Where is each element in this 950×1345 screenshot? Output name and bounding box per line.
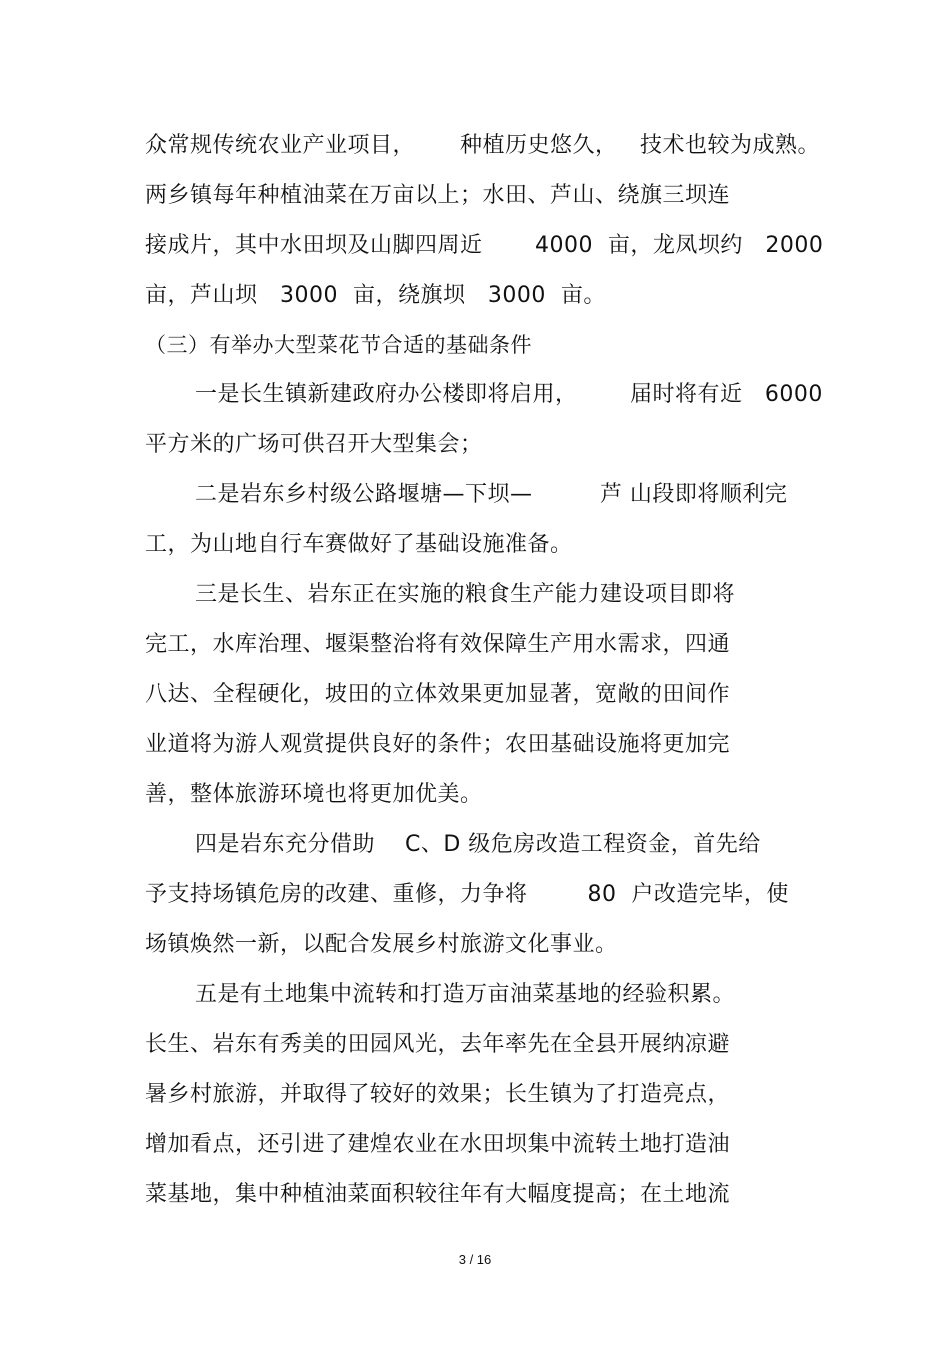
text-line: 五是有土地集中流转和打造万亩油菜基地的经验积累。 [195,982,736,1007]
text-line: 菜基地，集中种植油菜面积较往年有大幅度提高；在土地流 [145,1182,731,1207]
text-line: 场镇焕然一新，以配合发展乡村旅游文化事业。 [145,932,618,957]
text-line: 一是长生镇新建政府办公楼即将启用， 届时将有近 6000 [195,382,823,407]
text-line: 暑乡村旅游，并取得了较好的效果；长生镇为了打造亮点， [145,1082,731,1107]
text-line: 工，为山地自行车赛做好了基础设施准备。 [145,532,573,557]
text-line: 善，整体旅游环境也将更加优美。 [145,782,483,807]
section-heading: （三）有举办大型菜花节合适的基础条件 [145,333,532,357]
text-line: 平方米的广场可供召开大型集会； [145,432,483,457]
text-line: 予支持场镇危房的改建、重修，力争将 80 户改造完毕，使 [145,882,789,907]
text-line: 二是岩东乡村级公路堰塘—下坝— 芦 山段即将顺利完 [195,482,788,507]
text-line: 两乡镇每年种植油菜在万亩以上；水田、芦山、绕旗三坝连 [145,183,731,208]
text-line: 亩，芦山坝 3000 亩，绕旗坝 3000 亩。 [145,283,606,308]
text-line: 完工，水库治理、堰渠整治将有效保障生产用水需求，四通 [145,632,731,657]
text-line: 四是岩东充分借助 C、D 级危房改造工程资金，首先给 [195,832,761,857]
text-line: 接成片，其中水田坝及山脚四周近 4000 亩，龙凤坝约 2000 [145,233,824,258]
text-line: 众常规传统农业产业项目， 种植历史悠久， 技术也较为成熟。 [145,133,820,158]
text-line: 三是长生、岩东正在实施的粮食生产能力建设项目即将 [195,582,736,607]
text-line: 八达、全程硬化，坡田的立体效果更加显著，宽敞的田间作 [145,682,731,707]
page-number: 3 / 16 [458,1252,492,1267]
text-line: 业道将为游人观赏提供良好的条件；农田基础设施将更加完 [145,732,731,757]
text-line: 长生、岩东有秀美的田园风光，去年率先在全县开展纳凉避 [145,1032,731,1057]
text-line: 增加看点，还引进了建煌农业在水田坝集中流转土地打造油 [145,1132,731,1157]
